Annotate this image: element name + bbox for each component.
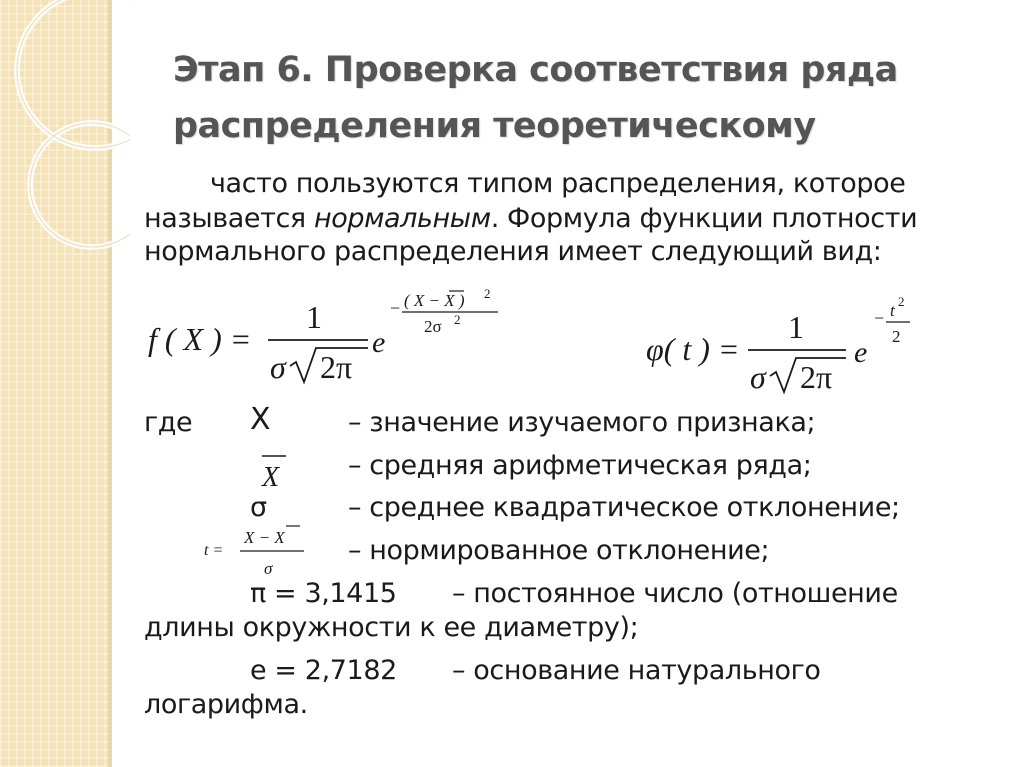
formula2-e: e [854,336,868,369]
formula2-root: 2π [800,359,833,395]
intro-line-3: нормального распределения имеет следующий вид: [144,236,882,267]
exp-minus: − [390,298,401,318]
intro-line-1: часто пользуются типом распределения, которое [210,168,906,199]
exp2-numerator: t [890,301,895,320]
formula-numerator: 1 [306,299,322,335]
legend-e-desc: – основание натурального [452,655,821,686]
formula2-numerator: 1 [788,309,804,345]
t-lhs: t = [204,542,224,559]
intro-line-2 [144,203,917,234]
exp2-denominator: 2 [892,327,901,346]
legend-x-symbol: X [250,402,271,437]
legend-where: где [144,407,193,438]
exp-denominator: 2σ [424,317,442,336]
legend-t-desc: – нормированное отклонение; [348,535,770,566]
formula-root: 2π [320,349,353,385]
legend-pi-desc-2: длины окружности к ее диаметру); [144,612,639,643]
legend-xbar-desc: – средняя арифметическая ряда; [348,450,812,481]
intro-emphasis-normal: нормальным [313,203,491,234]
t-definition [200,522,320,582]
legend-sigma-symbol: σ [250,492,267,523]
formula-sigma: σ [270,349,286,385]
formula-standard-density [640,290,940,400]
exp2-minus: − [874,308,885,328]
legend-e-value: e = 2,7182 [250,655,397,686]
xbar-symbol [256,448,296,492]
xbar-letter: X [262,462,280,492]
exp-numerator: ( X − X ) [404,291,465,310]
exp2-square: 2 [898,294,905,309]
exp-denominator-square: 2 [454,312,461,327]
decorative-circles [0,0,130,300]
formula2-sigma: σ [750,359,766,395]
formula2-lhs: φ( t ) = [646,331,740,367]
t-denominator: σ [264,559,273,578]
intro-line-2-prefix: называется [144,203,314,234]
intro-line-2-suffix: . Формула функции плотности [490,203,918,234]
formula-normal-density [140,282,520,392]
title-line-1: Этап 6. Проверка соответствия ряда [173,50,898,90]
formula-lhs: f ( X ) = [148,321,252,357]
exp-numerator-square: 2 [484,286,491,301]
formula-e: e [372,326,386,359]
legend-x-desc: – значение изучаемого признака; [348,407,816,438]
decorative-circle-small [30,123,130,247]
page-title [173,42,898,154]
legend-e-desc-2: логарифма. [144,689,308,720]
legend-pi-desc: – постоянное число (отношение [452,578,898,609]
title-line-2: распределения теоретическому [173,106,816,146]
legend-sigma-desc: – среднее квадратическое отклонение; [348,492,900,523]
legend-pi-value: π = 3,1415 [250,578,397,609]
t-numerator: X − X [244,528,285,547]
